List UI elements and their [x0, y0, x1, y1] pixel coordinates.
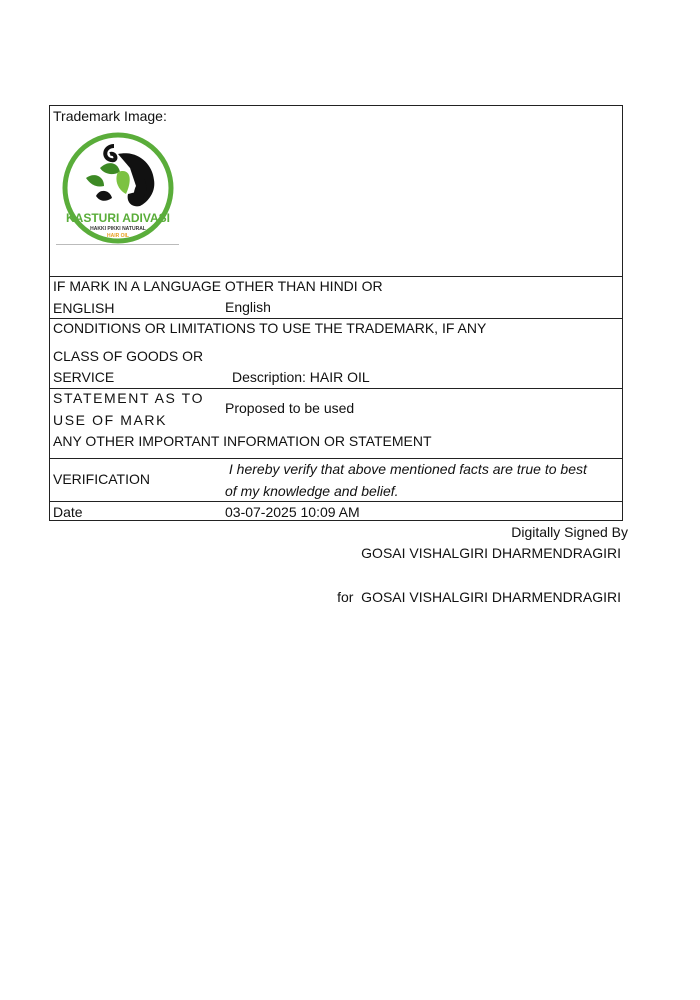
digitally-signed-by-label: Digitally Signed By	[511, 524, 628, 540]
language-label-line2: ENGLISH	[53, 300, 115, 316]
class-of-goods-value: Description: HAIR OIL	[232, 369, 370, 385]
verification-text-line2: of my knowledge and belief.	[225, 483, 399, 499]
row-divider	[50, 501, 622, 502]
verification-label: VERIFICATION	[53, 471, 150, 487]
row-divider	[50, 388, 622, 389]
language-label-line1: IF MARK IN A LANGUAGE OTHER THAN HINDI OR	[53, 278, 383, 294]
signed-for-line: for GOSAI VISHALGIRI DHARMENDRAGIRI	[337, 589, 621, 605]
other-info-label: ANY OTHER IMPORTANT INFORMATION OR STATEMENT	[53, 433, 432, 449]
logo-tagline-text: HAKKI PIKKI NATURAL	[90, 226, 146, 232]
logo-product-text: HAIR OIL	[107, 233, 129, 239]
signer-name: GOSAI VISHALGIRI DHARMENDRAGIRI	[361, 545, 621, 561]
date-label: Date	[53, 504, 83, 520]
statement-label-line1: STATEMENT AS TO	[53, 390, 205, 406]
date-value: 03-07-2025 10:09 AM	[225, 504, 360, 520]
row-divider	[50, 318, 622, 319]
class-of-goods-label-line1: CLASS OF GOODS OR	[53, 348, 204, 364]
logo-brand-text: KASTURI ADIVASI	[65, 211, 171, 225]
statement-value: Proposed to be used	[225, 400, 355, 416]
conditions-label: CONDITIONS OR LIMITATIONS TO USE THE TRADEMARK, IF ANY	[53, 320, 487, 336]
logo-underline	[56, 244, 179, 245]
row-divider	[50, 276, 622, 277]
trademark-form-table	[49, 105, 623, 521]
verification-text-line1: I hereby verify that above mentioned facts are true to best	[225, 461, 587, 477]
class-of-goods-label-line2: SERVICE	[53, 369, 115, 385]
language-value: English	[225, 299, 271, 315]
trademark-image-label: Trademark Image:	[53, 108, 167, 124]
row-divider	[50, 458, 622, 459]
kasturi-adivasi-logo	[56, 132, 180, 246]
statement-label-line2: USE OF MARK	[53, 412, 168, 428]
